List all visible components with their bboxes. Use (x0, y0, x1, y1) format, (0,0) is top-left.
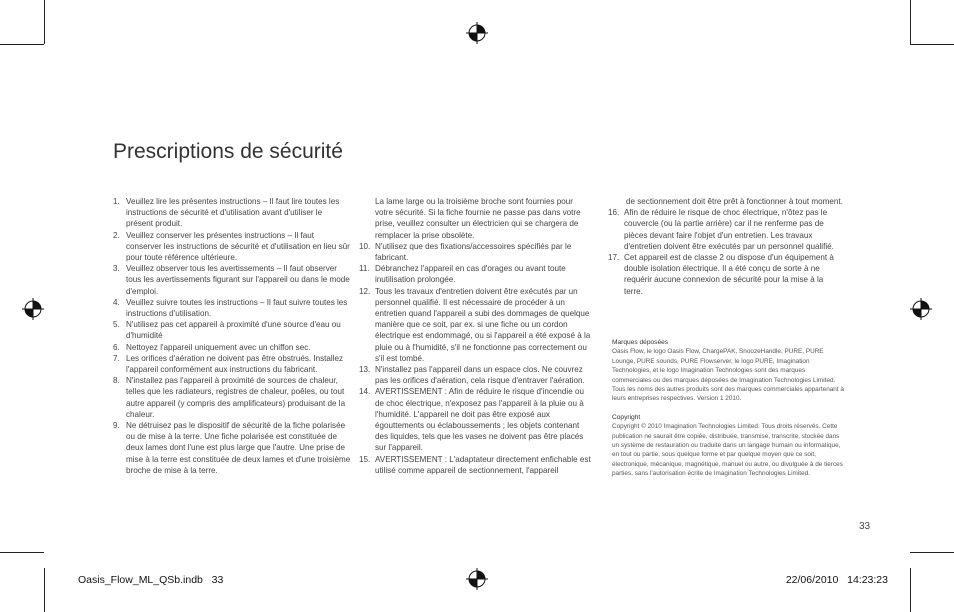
list-item: 1. Veuillez lire les présentes instructions – Il faut lire toutes les instructions de sécurité et d'utilisation avant d'utiliser le présent produit. (113, 197, 340, 229)
list-item: 9. Ne détruisez pas le dispositif de sécurité de la fiche polarisée ou de mise à la terre. Une fiche polarisée est constituée de deux lames dont l'une est plus large que l'autre. Une prise de mise à la terre est constituée de deux lames et d'une troisième broche de mise à la terre. (113, 421, 351, 475)
page-title: Prescriptions de sécurité (113, 140, 343, 163)
list-item: 5. N'utilisez pas cet appareil à proximité d'une source d'eau ou d'humidité (113, 320, 341, 341)
crop-mark (44, 0, 45, 44)
list-item: 13. N'installez pas l'appareil dans un espace clos. Ne couvrez pas les orifices d'aération, cela risque d'entraver l'aération. (359, 365, 585, 386)
registration-mark-icon (22, 298, 44, 320)
page-number: 33 (859, 521, 871, 532)
registration-mark-icon (910, 298, 932, 320)
list-item: 7. Les orifices d'aération ne doivent pas être obstrués. Installez l'appareil conformément aux instructions du fabricant. (113, 353, 344, 375)
list-item: 15. AVERTISSEMENT : L'adaptateur directement enfichable est utilisé comme appareil de sectionnement, l'appareil (359, 454, 591, 475)
column-3 (608, 196, 844, 297)
list-item: 3. Veuillez observer tous les avertissements – Il faut observer tous les avertissements figurant sur l'appareil ou dans le mode d'emploi. (113, 264, 350, 296)
crop-mark (910, 44, 954, 45)
list-item: 11. Débranchez l'appareil en cas d'orages ou avant toute inutilisation prolongée. (359, 264, 566, 285)
crop-mark (0, 552, 44, 553)
crop-mark (910, 552, 954, 553)
list-item: 8. N'installez pas l'appareil à proximité de sources de chaleur, telles que les radiateurs, registres de chaleur, poêles, ou tout autre appareil (y compris des amplificateurs) produisant de la chaleur. (113, 376, 346, 419)
crop-mark (44, 568, 45, 612)
list-item: 17. Cet appareil est de classe 2 ou dispose d'un équipement à double isolation électrique. Il a été conçu de sorte à ne requérir aucune connexion de sécurité pour la mise à la terre. (608, 253, 834, 296)
paragraph: de sectionnement doit être prêt à fonctionner à tout moment. (626, 197, 843, 206)
list-item: 14. AVERTISSEMENT : Afin de réduire le risque d'incendie ou de choc électrique, n'exposez pas l'appareil à la pluie ou à l'humidité. L'appareil ne doit pas être exposé aux égouttements ou éclaboussements ; les objets contenant des liquides, tels que les vases ne doivent pas être placés sur l'appareil. (359, 387, 584, 453)
slug-filename: Oasis_Flow_ML_QSb.indb 33 (78, 574, 224, 586)
column-1 (113, 196, 351, 476)
registration-mark-icon (466, 22, 488, 44)
copyright-text: Copyright © 2010 Imagination Technologies Limited. Tous droits réservés. Cette publication ne saurait être copiée, distribuée, transmise, transcrite, stockée dans un système de restauration ou traduite dans un langage humain ou informatique, en tout ou partie, sous quelque forme et par quelque moyen que ce soit, électronique, mécanique, magnétique, manuel ou autre, ou divulguée à de tierces parties, sans l'autorisation écrite de Imagination Technologies Limited. (612, 423, 843, 478)
list-item: 12. Tous les travaux d'entretien doivent être exécutés par un personnel qualifié. Il est nécessaire de procéder à un entretien quand l'appareil a subi des dommages de quelque manière que ce soit, par ex. si une fiche ou un cordon électrique est endommagé, ou si l'appareil a été exposé à la pluie ou à l'humidité, s'il ne fonctionne pas correctement ou s'il est tombé. (359, 286, 591, 363)
safety-list-1 (113, 196, 351, 476)
list-item: 4. Veuillez suivre toutes les instructions – Il faut suivre toutes les instructions d'utilisation. (113, 297, 348, 319)
crop-mark (0, 44, 44, 45)
safety-list-2 (359, 241, 593, 476)
column-2 (359, 196, 593, 476)
trademarks-heading: Marques déposées (612, 339, 669, 346)
crop-mark (910, 568, 911, 612)
list-item: 6. Nettoyez l'appareil uniquement avec un chiffon sec. (113, 342, 311, 352)
safety-list-3 (608, 207, 844, 297)
list-item: 16. Afin de réduire le risque de choc électrique, n'ôtez pas le couvercle (ou la partie arrière) car il ne renferme pas de pièces devant faire l'objet d'un entretien. Les travaux d'entretien doivent être exécutés par un personnel qualifié. (608, 208, 834, 251)
copyright-heading: Copyright (612, 413, 641, 421)
list-item: 10. N'utilisez que des fixations/accessoires spécifiés par le fabricant. (359, 241, 572, 263)
list-item: 2. Veuillez conserver les présentes instructions – Il faut conserver les instructions de sécurité et d'utilisation en lieu sûr pour toute référence ultérieure. (113, 230, 350, 263)
legal-notes (612, 338, 844, 479)
registration-mark-icon (466, 568, 488, 590)
paragraph: La lame large ou la troisième broche sont fournies pour votre sécurité. Si la fiche fournie ne passe pas dans votre prise, veuillez consulter un électricien qui se chargera de remplacer la prise obsolète. (375, 197, 581, 240)
trademarks-text: Oasis Flow, le logo Oasis Flow, ChargePAK, SnoozeHandle, PURE, PURE Lounge, PURE sounds, PURE Flowserver, le logo PURE, Imagination Technologies, et le logo Imagination Technologies sont des marques commerciales ou des marques déposées de Imagination Technologies Limited. Tous les noms des autres produits sont des marques commerciales appartenant à leurs entreprises respectives. Version 1 2010. (612, 348, 844, 403)
slug-timestamp: 22/06/2010 14:23:23 (785, 574, 888, 586)
crop-mark (910, 0, 911, 44)
